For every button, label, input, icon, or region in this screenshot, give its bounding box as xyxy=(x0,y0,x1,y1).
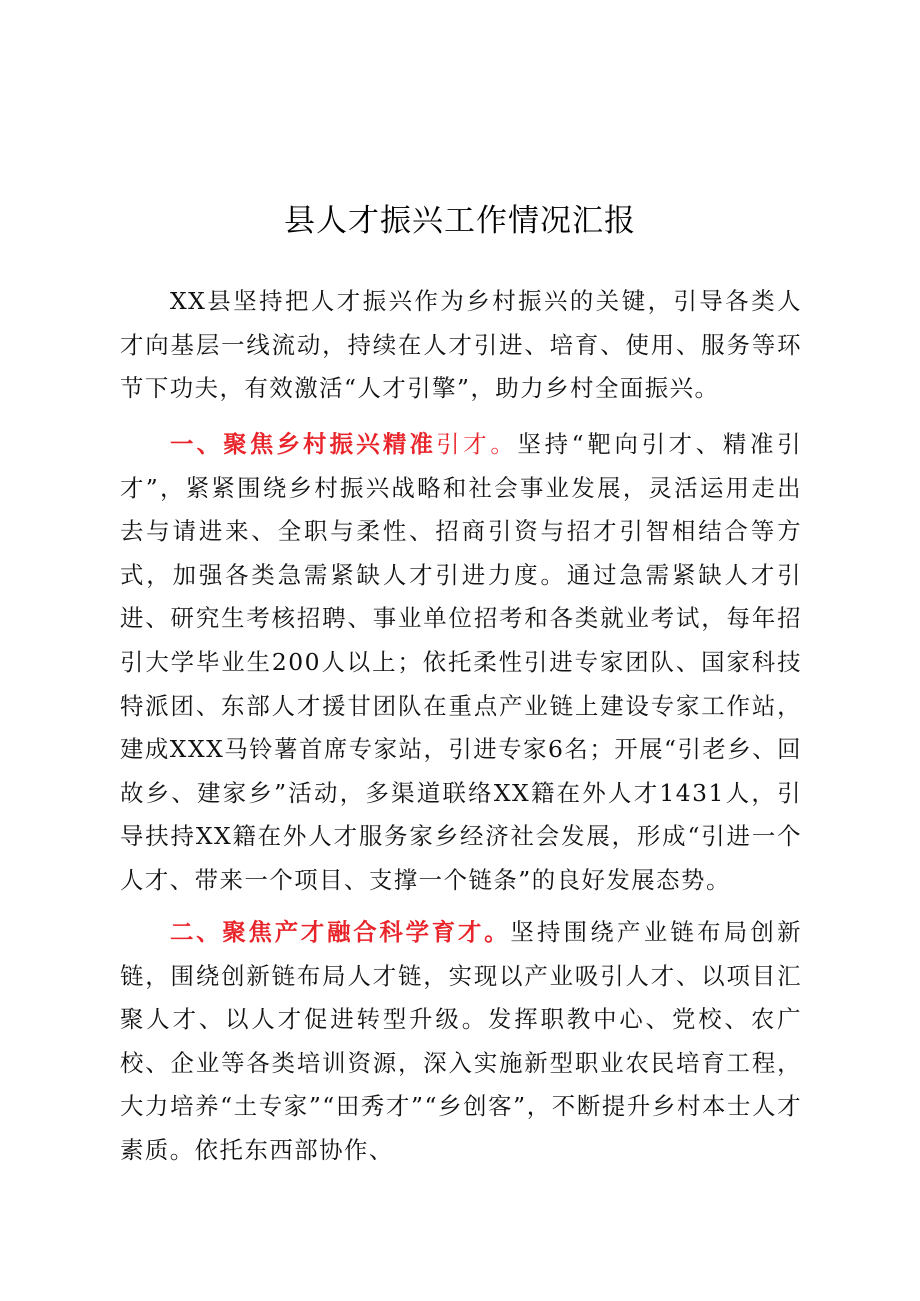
intro-text: XX县坚持把人才振兴作为乡村振兴的关键，引导各类人才向基层一线流动，持续在人才引进、培育、使用、服务等环节下功夫，有效激活“人才引擎”，助力乡村全面振兴。 xyxy=(120,287,802,403)
section-2-heading: 二、聚焦产才融合科学育才。 xyxy=(170,918,511,946)
section-1-heading-tail: 引才。 xyxy=(436,430,518,458)
intro-paragraph xyxy=(120,280,802,411)
document-title: 县人才振兴工作情况汇报 xyxy=(284,203,636,239)
section-2-body: 坚持围绕产业链布局创新链，围绕创新链布局人才链，实现以产业吸引人才、以项目汇聚人才、以人才促进转型升级。发挥职教中心、党校、农广校、企业等各类培训资源，深入实施新型职业农民培育工程，大力培养“土专家”“田秀才”“乡创客”，不断提升乡村本士人才素质。依托东西部协作、 xyxy=(120,918,803,1164)
section-1-body: 坚持“靶向引才、精准引才”，紧紧围绕乡村振兴战略和社会事业发展，灵活运用走出去与请进来、全职与柔性、招商引资与招才引智相结合等方式，加强各类急需紧缺人才引进力度。通过急需紧缺人才引进、研究生考核招聘、事业单位招考和各类就业考试，每年招引大学毕业生200人以上；依托柔性引进专家团队、国家科技特派团、东部人才援甘团队在重点产业链上建设专家工作站，建成XXX马铃薯首席专家站，引进专家6名；开展“引老乡、回故乡、建家乡”活动，多渠道联络XX籍在外人才1431人，引导扶持XX籍在外人才服务家乡经济社会发展，形成“引进一个人才、带来一个项目、支撑一个链条”的良好发展态势。 xyxy=(120,430,803,894)
section-2-paragraph xyxy=(120,911,802,1173)
section-1-paragraph xyxy=(120,423,802,903)
section-1-heading: 一、聚焦乡村振兴精准 xyxy=(170,430,437,458)
